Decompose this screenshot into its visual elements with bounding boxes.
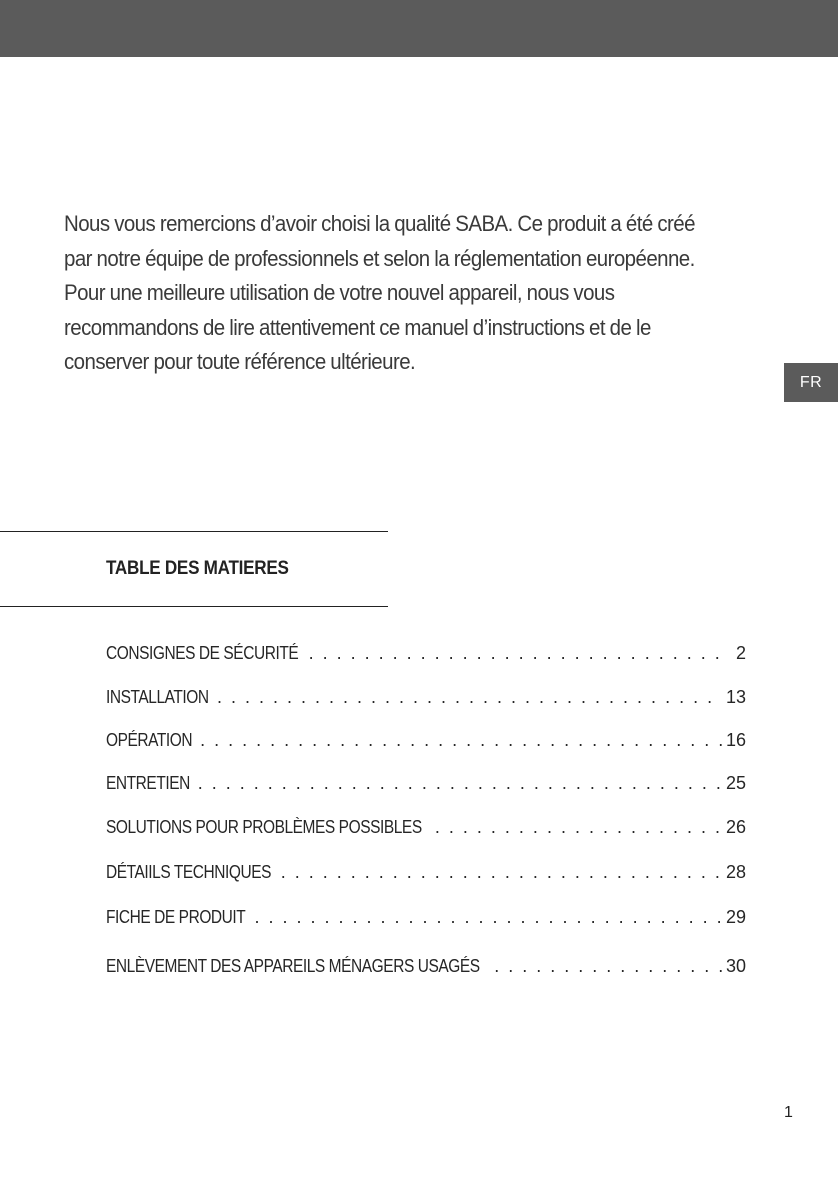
- toc-entry-troubleshooting[interactable]: [106, 817, 746, 845]
- toc-entry-title: INSTALLATION: [106, 687, 209, 707]
- toc-entry-title: CONSIGNES DE SÉCURITÉ: [106, 643, 299, 663]
- toc-entry-maintenance[interactable]: [106, 773, 746, 801]
- toc-entry-product-sheet[interactable]: [106, 907, 746, 935]
- page-number: 1: [784, 1104, 793, 1121]
- toc-entry-page: 2: [735, 643, 746, 663]
- toc-entry-title: SOLUTIONS POUR PROBLÈMES POSSIBLES: [106, 817, 422, 837]
- toc-entry-title: ENLÈVEMENT DES APPAREILS MÉNAGERS USAGÉS: [106, 956, 480, 976]
- toc-leader-dots: [435, 817, 722, 838]
- toc-entry-title: DÉTAIILS TECHNIQUES: [106, 862, 272, 882]
- toc-leader-dots: [281, 862, 722, 883]
- intro-paragraph: Nous vous remercions d’avoir choisi la qualité SABA. Ce produit a été créé par notre équipe de professionnels et selon la réglementation européenne. Pour une meilleure utilisation de votre nouvel appareil, nous vous recommandons de lire attentivement ce manuel d’instructions et de le conserver pour toute référence ultérieure.: [64, 211, 695, 374]
- language-tab: FR: [784, 363, 838, 402]
- toc-entry-page: 16: [725, 730, 746, 750]
- toc-entry-installation[interactable]: [106, 687, 746, 715]
- toc-leader-dots: [200, 730, 722, 751]
- toc-leader-dots: [217, 687, 722, 708]
- toc-entry-page: 28: [725, 862, 746, 882]
- toc-entry-title: OPÉRATION: [106, 730, 193, 750]
- toc-bottom-rule: [0, 606, 388, 607]
- toc-leader-dots: [309, 643, 722, 664]
- toc-entry-safety[interactable]: [106, 643, 746, 671]
- toc-entry-page: 29: [725, 907, 746, 927]
- toc-entry-technical-details[interactable]: [106, 862, 746, 890]
- toc-heading: TABLE DES MATIERES: [106, 558, 289, 579]
- header-band: [0, 0, 838, 57]
- toc-leader-dots: [494, 956, 722, 977]
- toc-entry-title: ENTRETIEN: [106, 773, 190, 793]
- toc-entry-page: 26: [725, 817, 746, 837]
- toc-entry-page: 13: [725, 687, 746, 707]
- toc-entry-operation[interactable]: [106, 730, 746, 758]
- toc-leader-dots: [255, 907, 722, 928]
- toc-entry-title: FICHE DE PRODUIT: [106, 907, 246, 927]
- toc-entry-page: 25: [725, 773, 746, 793]
- toc-entry-disposal[interactable]: [106, 956, 746, 984]
- toc-entry-page: 30: [725, 956, 746, 976]
- toc-leader-dots: [198, 773, 722, 794]
- toc-top-rule: [0, 531, 388, 532]
